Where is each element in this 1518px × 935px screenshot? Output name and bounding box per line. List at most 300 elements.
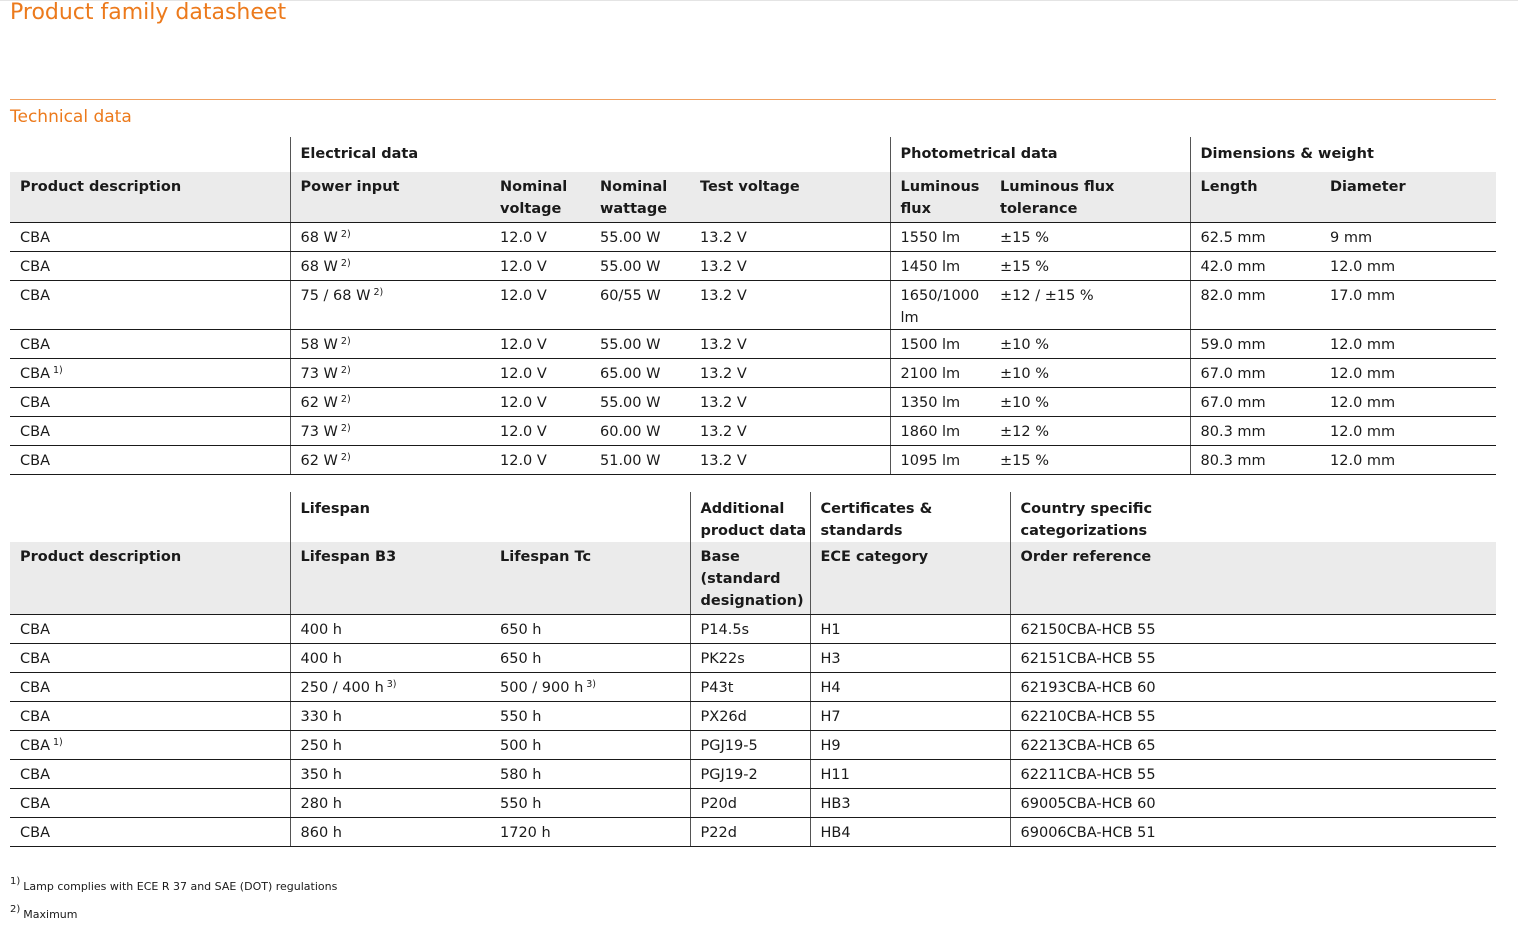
power-cell — [290, 223, 490, 252]
base-cell-value: P43t — [700, 680, 734, 696]
power-cell — [290, 417, 490, 446]
col-nominal-wattage: Nominal wattage — [590, 172, 690, 223]
order-cell-value: 62211CBA-HCB 55 — [1020, 767, 1156, 783]
tolerance-cell-value: ±12 % — [1000, 424, 1050, 440]
lifespan-b3-cell — [290, 615, 490, 644]
power-cell-value: 58 W — [300, 337, 338, 353]
lifespan-body — [10, 615, 1496, 847]
product-cell — [10, 644, 290, 673]
footnote-text: Maximum — [23, 908, 78, 921]
table-row — [10, 789, 1496, 818]
col-length: Length — [1190, 172, 1320, 223]
test-voltage-cell-value: 13.2 V — [700, 337, 747, 353]
lifespan-tc-cell-value: 650 h — [500, 622, 542, 638]
footnote-ref: 1) — [53, 737, 63, 748]
product-cell-value: CBA — [20, 680, 50, 696]
flux-cell-value: 1550 lm — [900, 230, 961, 246]
wattage-cell — [590, 388, 690, 417]
voltage-cell — [490, 330, 590, 359]
base-cell-value: P22d — [700, 825, 737, 841]
test-voltage-cell-value: 13.2 V — [700, 230, 747, 246]
voltage-cell-value: 12.0 V — [500, 259, 547, 275]
length-cell-value: 42.0 mm — [1200, 259, 1266, 275]
lifespan-tc-cell — [490, 702, 690, 731]
length-cell-value: 67.0 mm — [1200, 395, 1266, 411]
tolerance-cell-value: ±15 % — [1000, 230, 1050, 246]
table-row — [10, 760, 1496, 789]
product-cell-value: CBA — [20, 622, 50, 638]
ece-cell-value: H1 — [820, 622, 841, 638]
group-dimensions: Dimensions & weight — [1190, 137, 1496, 172]
test-voltage-cell-value: 13.2 V — [700, 259, 747, 275]
footnote-mark: 2) — [10, 904, 21, 915]
tolerance-cell — [990, 281, 1190, 330]
wattage-cell — [590, 223, 690, 252]
power-cell-value: 73 W — [300, 366, 338, 382]
test-voltage-cell — [690, 252, 890, 281]
test-voltage-cell — [690, 446, 890, 475]
col-lifespan-b3: Lifespan B3 — [290, 542, 490, 615]
length-cell — [1190, 330, 1320, 359]
power-cell-value: 62 W — [300, 453, 338, 469]
tolerance-cell — [990, 388, 1190, 417]
wattage-cell-value: 55.00 W — [600, 337, 661, 353]
technical-data-table — [10, 137, 1496, 475]
col-flux-tolerance: Luminous flux tolerance — [990, 172, 1190, 223]
table-row — [10, 223, 1496, 252]
flux-cell-value: 1350 lm — [900, 395, 961, 411]
test-voltage-cell-value: 13.2 V — [700, 395, 747, 411]
lifespan-tc-cell-value: 500 / 900 h — [500, 680, 584, 696]
product-cell-value: CBA — [20, 424, 50, 440]
lifespan-tc-cell — [490, 615, 690, 644]
wattage-cell-value: 65.00 W — [600, 366, 661, 382]
section-divider — [10, 99, 1496, 100]
lifespan-b3-cell — [290, 702, 490, 731]
ece-cell-value: H3 — [820, 651, 841, 667]
product-cell — [10, 223, 290, 252]
table-row — [10, 615, 1496, 644]
diameter-cell — [1320, 388, 1496, 417]
length-cell — [1190, 223, 1320, 252]
col-power-input: Power input — [290, 172, 490, 223]
length-cell — [1190, 281, 1320, 330]
voltage-cell-value: 12.0 V — [500, 453, 547, 469]
voltage-cell-value: 12.0 V — [500, 366, 547, 382]
lifespan-b3-cell — [290, 760, 490, 789]
wattage-cell — [590, 417, 690, 446]
table-row — [10, 388, 1496, 417]
footnote-ref: 3) — [586, 679, 597, 690]
ece-cell-value: H11 — [820, 767, 850, 783]
tolerance-cell-value: ±15 % — [1000, 259, 1050, 275]
order-cell — [1010, 644, 1496, 673]
tolerance-cell-value: ±10 % — [1000, 366, 1050, 382]
ece-cell — [810, 731, 1010, 760]
power-cell-value: 62 W — [300, 395, 338, 411]
order-cell-value: 62213CBA-HCB 65 — [1020, 738, 1156, 754]
lifespan-tc-cell — [490, 644, 690, 673]
group-header-row — [10, 492, 1496, 542]
flux-cell — [890, 359, 990, 388]
order-cell — [1010, 673, 1496, 702]
product-cell — [10, 673, 290, 702]
footnote-text: Lamp complies with ECE R 37 and SAE (DOT) regulations — [23, 880, 338, 893]
wattage-cell — [590, 330, 690, 359]
test-voltage-cell — [690, 417, 890, 446]
ece-cell-value: H9 — [820, 738, 841, 754]
wattage-cell-value: 60.00 W — [600, 424, 661, 440]
col-ece-category: ECE category — [810, 542, 1010, 615]
column-header-row — [10, 542, 1496, 615]
flux-cell — [890, 446, 990, 475]
flux-cell — [890, 330, 990, 359]
product-cell — [10, 731, 290, 760]
tolerance-cell — [990, 252, 1190, 281]
base-cell — [690, 615, 810, 644]
base-cell-value: PGJ19-5 — [700, 738, 758, 754]
order-cell — [1010, 702, 1496, 731]
power-cell — [290, 252, 490, 281]
product-cell — [10, 760, 290, 789]
group-empty — [10, 492, 290, 542]
footnote-ref: 2) — [340, 365, 351, 376]
diameter-cell-value: 12.0 mm — [1330, 366, 1396, 382]
section-title: Technical data — [10, 107, 132, 127]
col-diameter: Diameter — [1320, 172, 1496, 223]
group-country-specific: Country specific categorizations — [1010, 492, 1496, 542]
product-cell — [10, 615, 290, 644]
lifespan-b3-cell — [290, 789, 490, 818]
diameter-cell — [1320, 281, 1496, 330]
length-cell-value: 80.3 mm — [1200, 453, 1266, 469]
ece-cell — [810, 789, 1010, 818]
length-cell-value: 82.0 mm — [1200, 288, 1266, 304]
table-row — [10, 673, 1496, 702]
table-row — [10, 644, 1496, 673]
technical-data-body — [10, 223, 1496, 475]
lifespan-tc-cell — [490, 818, 690, 847]
voltage-cell — [490, 388, 590, 417]
voltage-cell — [490, 359, 590, 388]
tolerance-cell — [990, 417, 1190, 446]
col-nominal-voltage: Nominal voltage — [490, 172, 590, 223]
product-cell-value: CBA — [20, 709, 50, 725]
flux-cell-value: 1095 lm — [900, 453, 961, 469]
ece-cell — [810, 702, 1010, 731]
order-cell-value: 69006CBA-HCB 51 — [1020, 825, 1156, 841]
lifespan-tc-cell-value: 1720 h — [500, 825, 551, 841]
diameter-cell — [1320, 446, 1496, 475]
test-voltage-cell-value: 13.2 V — [700, 453, 747, 469]
ece-cell-value: H4 — [820, 680, 841, 696]
flux-cell-value: 1500 lm — [900, 337, 961, 353]
col-lifespan-tc: Lifespan Tc — [490, 542, 690, 615]
power-cell — [290, 388, 490, 417]
base-cell-value: P14.5s — [700, 622, 750, 638]
product-cell-value: CBA — [20, 738, 50, 754]
length-cell-value: 67.0 mm — [1200, 366, 1266, 382]
product-cell-value: CBA — [20, 366, 50, 382]
col-luminous-flux: Luminous flux — [890, 172, 990, 223]
base-cell — [690, 673, 810, 702]
flux-cell-value: 1450 lm — [900, 259, 961, 275]
ece-cell — [810, 673, 1010, 702]
flux-cell — [890, 223, 990, 252]
group-certificates: Certificates & standards — [810, 492, 1010, 542]
wattage-cell — [590, 281, 690, 330]
tolerance-cell — [990, 223, 1190, 252]
order-cell — [1010, 731, 1496, 760]
lifespan-b3-cell-value: 860 h — [300, 825, 342, 841]
diameter-cell — [1320, 359, 1496, 388]
footnote-ref: 2) — [340, 452, 351, 463]
tolerance-cell-value: ±12 / ±15 % — [1000, 288, 1094, 304]
flux-cell — [890, 417, 990, 446]
tolerance-cell — [990, 359, 1190, 388]
length-cell — [1190, 359, 1320, 388]
lifespan-b3-cell-value: 330 h — [300, 709, 342, 725]
diameter-cell-value: 17.0 mm — [1330, 288, 1396, 304]
wattage-cell — [590, 252, 690, 281]
base-cell — [690, 818, 810, 847]
table-row — [10, 359, 1496, 388]
product-cell — [10, 446, 290, 475]
ece-cell — [810, 760, 1010, 789]
group-electrical: Electrical data — [290, 137, 890, 172]
footnote-ref: 2) — [340, 258, 351, 269]
product-cell — [10, 330, 290, 359]
table-row — [10, 330, 1496, 359]
test-voltage-cell — [690, 281, 890, 330]
lifespan-b3-cell-value: 280 h — [300, 796, 342, 812]
product-cell-value: CBA — [20, 288, 50, 304]
voltage-cell-value: 12.0 V — [500, 230, 547, 246]
lifespan-b3-cell-value: 400 h — [300, 622, 342, 638]
tolerance-cell-value: ±10 % — [1000, 395, 1050, 411]
length-cell — [1190, 417, 1320, 446]
group-lifespan: Lifespan — [290, 492, 690, 542]
col-test-voltage: Test voltage — [690, 172, 890, 223]
test-voltage-cell-value: 13.2 V — [700, 366, 747, 382]
col-order-reference: Order reference — [1010, 542, 1496, 615]
diameter-cell — [1320, 330, 1496, 359]
table-row — [10, 252, 1496, 281]
lifespan-tc-cell — [490, 760, 690, 789]
test-voltage-cell — [690, 330, 890, 359]
lifespan-tc-cell-value: 550 h — [500, 709, 542, 725]
length-cell — [1190, 252, 1320, 281]
voltage-cell — [490, 417, 590, 446]
power-cell-value: 68 W — [300, 259, 338, 275]
ece-cell — [810, 818, 1010, 847]
lifespan-tc-cell-value: 550 h — [500, 796, 542, 812]
footnote-ref: 2) — [340, 423, 351, 434]
base-cell-value: P20d — [700, 796, 737, 812]
base-cell-value: PK22s — [700, 651, 745, 667]
product-cell-value: CBA — [20, 230, 50, 246]
diameter-cell-value: 12.0 mm — [1330, 259, 1396, 275]
ece-cell-value: H7 — [820, 709, 841, 725]
lifespan-b3-cell — [290, 818, 490, 847]
footnote-1 — [10, 876, 338, 893]
product-cell-value: CBA — [20, 259, 50, 275]
wattage-cell-value: 55.00 W — [600, 259, 661, 275]
order-cell-value: 62210CBA-HCB 55 — [1020, 709, 1156, 725]
product-cell-value: CBA — [20, 651, 50, 667]
lifespan-b3-cell — [290, 673, 490, 702]
product-cell — [10, 252, 290, 281]
flux-cell-value: 1860 lm — [900, 424, 961, 440]
product-cell — [10, 818, 290, 847]
voltage-cell-value: 12.0 V — [500, 395, 547, 411]
lifespan-b3-cell-value: 400 h — [300, 651, 342, 667]
length-cell-value: 80.3 mm — [1200, 424, 1266, 440]
order-cell-value: 62151CBA-HCB 55 — [1020, 651, 1156, 667]
tolerance-cell — [990, 446, 1190, 475]
diameter-cell-value: 9 mm — [1330, 230, 1373, 246]
test-voltage-cell-value: 13.2 V — [700, 424, 747, 440]
product-cell — [10, 789, 290, 818]
ece-cell-value: HB3 — [820, 796, 851, 812]
footnote-ref: 3) — [386, 679, 397, 690]
flux-cell — [890, 252, 990, 281]
order-cell — [1010, 615, 1496, 644]
lifespan-tc-cell — [490, 673, 690, 702]
col-product-description: Product description — [10, 172, 290, 223]
footnote-2 — [10, 904, 78, 921]
flux-cell-value: 1650/1000 lm — [900, 288, 980, 326]
power-cell-value: 73 W — [300, 424, 338, 440]
product-cell-value: CBA — [20, 825, 50, 841]
power-cell — [290, 281, 490, 330]
length-cell — [1190, 446, 1320, 475]
column-header-row — [10, 172, 1496, 223]
page-title: Product family datasheet — [10, 0, 287, 25]
power-cell-value: 68 W — [300, 230, 338, 246]
base-cell — [690, 702, 810, 731]
order-cell — [1010, 789, 1496, 818]
lifespan-b3-cell-value: 250 h — [300, 738, 342, 754]
tolerance-cell-value: ±15 % — [1000, 453, 1050, 469]
voltage-cell — [490, 252, 590, 281]
length-cell-value: 62.5 mm — [1200, 230, 1266, 246]
table-row — [10, 731, 1496, 760]
lifespan-b3-cell — [290, 731, 490, 760]
footnote-ref: 1) — [53, 365, 63, 376]
flux-cell-value: 2100 lm — [900, 366, 961, 382]
wattage-cell-value: 60/55 W — [600, 288, 661, 304]
table-row — [10, 417, 1496, 446]
power-cell — [290, 330, 490, 359]
group-additional-product-data: Additional product data — [690, 492, 810, 542]
voltage-cell — [490, 446, 590, 475]
diameter-cell-value: 12.0 mm — [1330, 395, 1396, 411]
diameter-cell — [1320, 417, 1496, 446]
diameter-cell-value: 12.0 mm — [1330, 424, 1396, 440]
length-cell-value: 59.0 mm — [1200, 337, 1266, 353]
order-cell-value: 62150CBA-HCB 55 — [1020, 622, 1156, 638]
wattage-cell-value: 51.00 W — [600, 453, 661, 469]
lifespan-tc-cell-value: 580 h — [500, 767, 542, 783]
product-cell-value: CBA — [20, 337, 50, 353]
voltage-cell — [490, 281, 590, 330]
length-cell — [1190, 388, 1320, 417]
ece-cell-value: HB4 — [820, 825, 851, 841]
base-cell — [690, 731, 810, 760]
lifespan-tc-cell-value: 650 h — [500, 651, 542, 667]
power-cell — [290, 446, 490, 475]
footnote-ref: 2) — [373, 287, 384, 298]
tolerance-cell — [990, 330, 1190, 359]
lifespan-b3-cell-value: 250 / 400 h — [300, 680, 384, 696]
lifespan-tc-cell — [490, 789, 690, 818]
table-row — [10, 818, 1496, 847]
product-cell — [10, 359, 290, 388]
product-cell-value: CBA — [20, 395, 50, 411]
test-voltage-cell — [690, 223, 890, 252]
product-cell-value: CBA — [20, 796, 50, 812]
product-cell-value: CBA — [20, 767, 50, 783]
diameter-cell-value: 12.0 mm — [1330, 337, 1396, 353]
diameter-cell — [1320, 252, 1496, 281]
base-cell-value: PX26d — [700, 709, 747, 725]
table-row — [10, 446, 1496, 475]
diameter-cell — [1320, 223, 1496, 252]
voltage-cell — [490, 223, 590, 252]
power-cell — [290, 359, 490, 388]
order-cell — [1010, 760, 1496, 789]
group-photometrical: Photometrical data — [890, 137, 1190, 172]
lifespan-tc-cell — [490, 731, 690, 760]
voltage-cell-value: 12.0 V — [500, 337, 547, 353]
product-cell-value: CBA — [20, 453, 50, 469]
flux-cell — [890, 281, 990, 330]
base-cell — [690, 760, 810, 789]
lifespan-table — [10, 492, 1496, 847]
power-cell-value: 75 / 68 W — [300, 288, 371, 304]
voltage-cell-value: 12.0 V — [500, 424, 547, 440]
table-row — [10, 702, 1496, 731]
base-cell — [690, 789, 810, 818]
order-cell-value: 62193CBA-HCB 60 — [1020, 680, 1156, 696]
lifespan-b3-cell — [290, 644, 490, 673]
base-cell-value: PGJ19-2 — [700, 767, 758, 783]
wattage-cell — [590, 446, 690, 475]
col-base: Base (standard designation) — [690, 542, 810, 615]
base-cell — [690, 644, 810, 673]
wattage-cell-value: 55.00 W — [600, 395, 661, 411]
ece-cell — [810, 615, 1010, 644]
order-cell-value: 69005CBA-HCB 60 — [1020, 796, 1156, 812]
lifespan-b3-cell-value: 350 h — [300, 767, 342, 783]
tolerance-cell-value: ±10 % — [1000, 337, 1050, 353]
diameter-cell-value: 12.0 mm — [1330, 453, 1396, 469]
footnote-ref: 2) — [340, 394, 351, 405]
test-voltage-cell — [690, 388, 890, 417]
product-cell — [10, 417, 290, 446]
table-row — [10, 281, 1496, 330]
voltage-cell-value: 12.0 V — [500, 288, 547, 304]
group-header-row — [10, 137, 1496, 172]
order-cell — [1010, 818, 1496, 847]
group-empty — [10, 137, 290, 172]
flux-cell — [890, 388, 990, 417]
lifespan-tc-cell-value: 500 h — [500, 738, 542, 754]
product-cell — [10, 388, 290, 417]
footnote-ref: 2) — [340, 336, 351, 347]
test-voltage-cell-value: 13.2 V — [700, 288, 747, 304]
